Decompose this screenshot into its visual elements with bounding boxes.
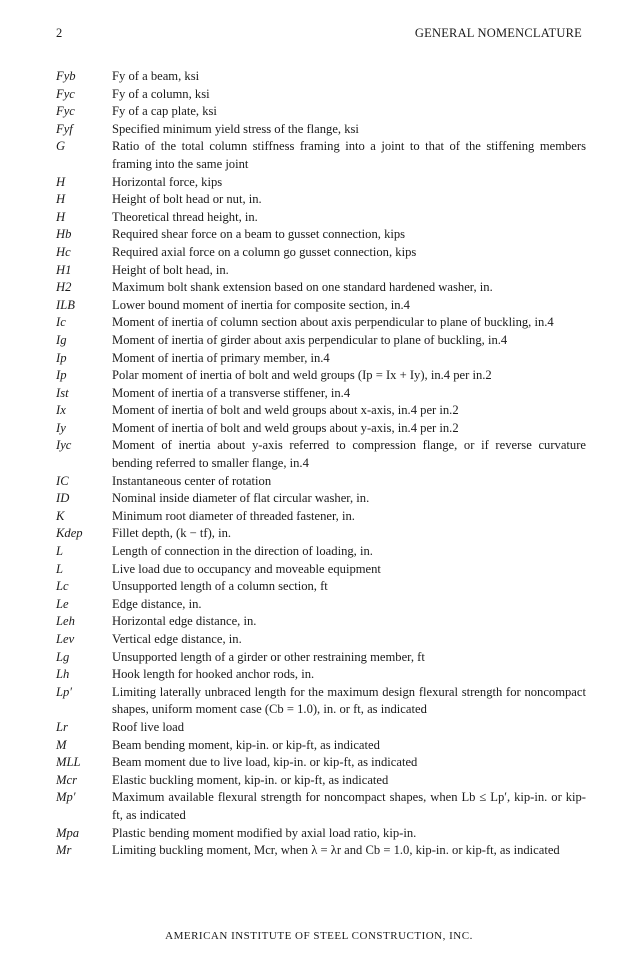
nomenclature-entry [56, 297, 586, 315]
nomenclature-entry [56, 490, 586, 508]
symbol: Ic [56, 315, 66, 330]
nomenclature-entry [56, 543, 586, 561]
symbol: Iy [56, 420, 66, 435]
definition: Horizontal force, kips [112, 174, 223, 189]
definition: Live load due to occupancy and moveable equipment [112, 561, 381, 576]
symbol: Lp′ [56, 684, 73, 699]
nomenclature-entry [56, 437, 586, 472]
symbol: Ig [56, 332, 67, 347]
symbol: Fyc [56, 86, 75, 101]
nomenclature-entry [56, 596, 586, 614]
nomenclature-entry [56, 209, 586, 227]
definition: Edge distance, in. [112, 596, 202, 611]
definition: Height of bolt head, in. [112, 262, 229, 277]
nomenclature-entry [56, 332, 586, 350]
definition: Instantaneous center of rotation [112, 473, 272, 488]
nomenclature-entry [56, 314, 586, 332]
symbol: H2 [56, 280, 72, 295]
symbol: Ip [56, 368, 67, 383]
symbol: H [56, 209, 66, 224]
definition: Minimum root diameter of threaded fastener, in. [112, 508, 355, 523]
symbol: M [56, 737, 67, 752]
symbol: Ix [56, 403, 66, 418]
definition: Moment of inertia of primary member, in.4 [112, 350, 330, 365]
nomenclature-entry [56, 402, 586, 420]
definition: Roof live load [112, 719, 185, 734]
symbol: Ist [56, 385, 69, 400]
definition: Maximum bolt shank extension based on one standard hardened washer, in. [112, 280, 493, 295]
definition: Vertical edge distance, in. [112, 632, 242, 646]
definition: Elastic buckling moment, kip-in. or kip-ft, as indicated [112, 772, 389, 787]
definition: Beam bending moment, kip-in. or kip-ft, as indicated [112, 737, 380, 752]
definition: Moment of inertia of a transverse stiffener, in.4 [112, 385, 351, 400]
definition: Height of bolt head or nut, in. [112, 192, 262, 207]
symbol: IC [56, 473, 69, 488]
definition: Fy of a beam, ksi [112, 69, 200, 83]
nomenclature-entry [56, 121, 586, 139]
nomenclature-entry [56, 279, 586, 297]
definition: Ratio of the total column stiffness framing into a joint to that of the stiffening members framing into the same joint [112, 139, 586, 171]
nomenclature-entry [56, 244, 586, 262]
page-footer: AMERICAN INSTITUTE OF STEEL CONSTRUCTION, INC. [165, 930, 473, 942]
symbol: Fyb [56, 69, 76, 83]
symbol: ID [56, 491, 70, 506]
symbol: Lev [56, 632, 75, 646]
nomenclature-entry [56, 842, 586, 860]
symbol: Lh [56, 667, 70, 682]
nomenclature-entry [56, 789, 586, 824]
nomenclature-entry [56, 666, 586, 684]
nomenclature-entry [56, 367, 586, 385]
symbol: Ip [56, 350, 67, 365]
nomenclature-entry [56, 631, 586, 649]
nomenclature-entry [56, 525, 586, 543]
nomenclature-entry [56, 138, 586, 173]
nomenclature-entry [56, 754, 586, 772]
nomenclature-entry [56, 68, 586, 86]
definition: Plastic bending moment modified by axial load ratio, kip-in. [112, 825, 417, 840]
symbol: H1 [56, 262, 72, 277]
symbol: K [56, 508, 65, 523]
definition: Maximum available flexural strength for noncompact shapes, when Lb ≤ Lp′, kip-in. or kip-ft, as indicated [112, 790, 586, 822]
symbol: Lc [56, 579, 69, 594]
symbol: G [56, 139, 66, 154]
symbol: Leh [56, 614, 75, 629]
definition: Limiting laterally unbraced length for the maximum design flexural strength for noncompact shapes, uniform moment case (Cb = 1.0), in. or ft, as indicated [112, 684, 586, 717]
running-title: GENERAL NOMENCLATURE [414, 26, 582, 40]
page-header [56, 26, 582, 41]
nomenclature-entry [56, 772, 586, 790]
definition: Theoretical thread height, in. [112, 209, 258, 224]
symbol: Hb [56, 227, 72, 242]
definition: Moment of inertia of girder about axis perpendicular to plane of buckling, in.4 [112, 332, 508, 347]
nomenclature-entry [56, 649, 586, 667]
definition: Fy of a cap plate, ksi [112, 104, 217, 119]
definition: Fy of a column, ksi [112, 86, 210, 101]
definition: Specified minimum yield stress of the flange, ksi [112, 121, 359, 136]
symbol: Mcr [56, 772, 77, 787]
definition: Unsupported length of a girder or other restraining member, ft [112, 649, 425, 664]
symbol: Fyf [56, 121, 73, 136]
nomenclature-entry [56, 385, 586, 403]
nomenclature-entry [56, 262, 586, 280]
symbol: Kdep [56, 526, 83, 541]
nomenclature-entry [56, 561, 586, 579]
symbol: MLL [56, 755, 81, 770]
definition: Polar moment of inertia of bolt and weld groups (Ip = Ix + Iy), in.4 per in.2 [112, 368, 492, 383]
nomenclature-entry [56, 86, 586, 104]
nomenclature-entry [56, 719, 586, 737]
nomenclature-entry [56, 684, 586, 719]
definition: Moment of inertia about y-axis referred to compression flange, or if reverse curvature bending referred to smaller flange, in.4 [112, 438, 586, 471]
symbol: H [56, 192, 66, 207]
nomenclature-entry [56, 350, 586, 368]
definition: Fillet depth, (k − tf), in. [112, 526, 232, 541]
symbol: ILB [56, 297, 75, 312]
definition: Lower bound moment of inertia for composite section, in.4 [112, 297, 410, 312]
symbol: Mr [56, 843, 72, 858]
symbol: H [56, 174, 66, 189]
nomenclature-entry [56, 103, 586, 121]
definition: Length of connection in the direction of loading, in. [112, 544, 373, 559]
symbol: Mp′ [56, 790, 76, 805]
nomenclature-entry [56, 508, 586, 526]
nomenclature-entry [56, 613, 586, 631]
definition: Moment of inertia of bolt and weld groups about x-axis, in.4 per in.2 [112, 403, 459, 418]
definition: Nominal inside diameter of flat circular washer, in. [112, 491, 370, 506]
nomenclature-entry [56, 825, 586, 843]
nomenclature-list [56, 68, 586, 860]
nomenclature-entry [56, 473, 586, 491]
page-number: 2 [56, 26, 63, 40]
symbol: Fyc [56, 104, 75, 119]
symbol: Lg [56, 649, 70, 664]
definition: Moment of inertia of column section about axis perpendicular to plane of buckling, in.4 [112, 315, 554, 330]
definition: Required axial force on a column go gusset connection, kips [112, 244, 417, 259]
definition: Limiting buckling moment, Mcr, when λ = λr and Cb = 1.0, kip-in. or kip-ft, as indicated [112, 843, 560, 858]
nomenclature-entry [56, 226, 586, 244]
definition: Unsupported length of a column section, ft [112, 579, 328, 594]
symbol: Le [56, 596, 69, 611]
symbol: Mpa [56, 825, 80, 840]
nomenclature-entry [56, 737, 586, 755]
definition: Horizontal edge distance, in. [112, 614, 257, 629]
symbol: L [56, 544, 64, 559]
nomenclature-entry [56, 420, 586, 438]
definition: Hook length for hooked anchor rods, in. [112, 667, 315, 682]
symbol: Hc [56, 244, 71, 259]
symbol: L [56, 561, 64, 576]
definition: Required shear force on a beam to gusset connection, kips [112, 227, 406, 242]
definition: Beam moment due to live load, kip-in. or kip-ft, as indicated [112, 755, 418, 770]
definition: Moment of inertia of bolt and weld groups about y-axis, in.4 per in.2 [112, 420, 459, 435]
nomenclature-entry [56, 174, 586, 192]
nomenclature-entry [56, 191, 586, 209]
nomenclature-entry [56, 578, 586, 596]
symbol: Iyc [56, 438, 72, 453]
symbol: Lr [56, 719, 68, 734]
